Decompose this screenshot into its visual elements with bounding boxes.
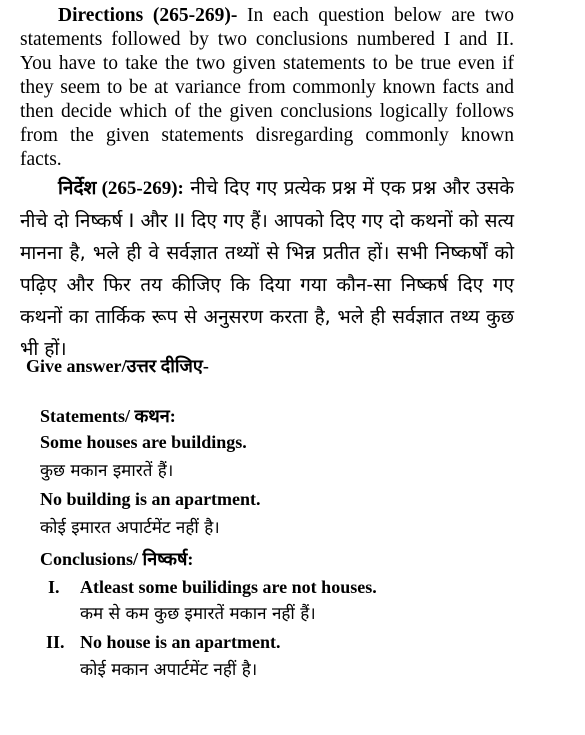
nirdesh-label: निर्देश (265-269): — [58, 178, 184, 199]
give-answer-heading: Give answer/उत्तर दीजिए- — [26, 356, 209, 376]
conclusions-heading: Conclusions/ निष्कर्ष: — [40, 549, 194, 569]
conclusion-2-hi: कोई मकान अपार्टमेंट नहीं है। — [80, 660, 258, 680]
directions-label: Directions (265-269)- — [58, 5, 238, 26]
statement-1-en: Some houses are buildings. — [40, 432, 247, 452]
directions-paragraph — [20, 4, 514, 172]
statement-2-en: No building is an apartment. — [40, 489, 261, 509]
nirdesh-text: नीचे दिए गए प्रत्येक प्रश्न में एक प्रश्न और उसके नीचे दो निष्कर्ष I और II दिए गए हैं। आपको दिए गए दो कथनों को सत्य मानना है, भले ही वे सर्वज्ञात तथ्यों से भिन्न प्रतीत हों। सभी निष्कर्षों को पढ़िए और फिर तय कीजिए कि दिया गया कौन-सा निष्कर्ष दिए गए कथनों का तार्किक रूप से अनुसरण करता है, भले ही सर्वज्ञात तथ्य कुछ भी हों। — [20, 177, 514, 360]
conclusion-1-en: Atleast some builidings are not houses. — [80, 577, 377, 597]
conclusion-1-hi: कम से कम कुछ इमारतें मकान नहीं हैं। — [80, 604, 316, 624]
nirdesh-paragraph — [20, 172, 514, 365]
conclusion-1-number: I. — [48, 577, 60, 597]
statements-heading: Statements/ कथन: — [40, 406, 176, 426]
conclusion-2-en: No house is an apartment. — [80, 632, 281, 652]
conclusion-2-number: II. — [46, 632, 65, 652]
statement-2-hi: कोई इमारत अपार्टमेंट नहीं है। — [40, 518, 220, 538]
statement-1-hi: कुछ मकान इमारतें हैं। — [40, 461, 174, 481]
directions-text: In each question below are two statements followed by two conclusions numbered I and II. You have to take the two given statements to be true even if they seem to be at variance from commonly known facts and then decide which of the given conclusions logically follows from the given statements disregarding commonly known facts. — [20, 5, 515, 170]
